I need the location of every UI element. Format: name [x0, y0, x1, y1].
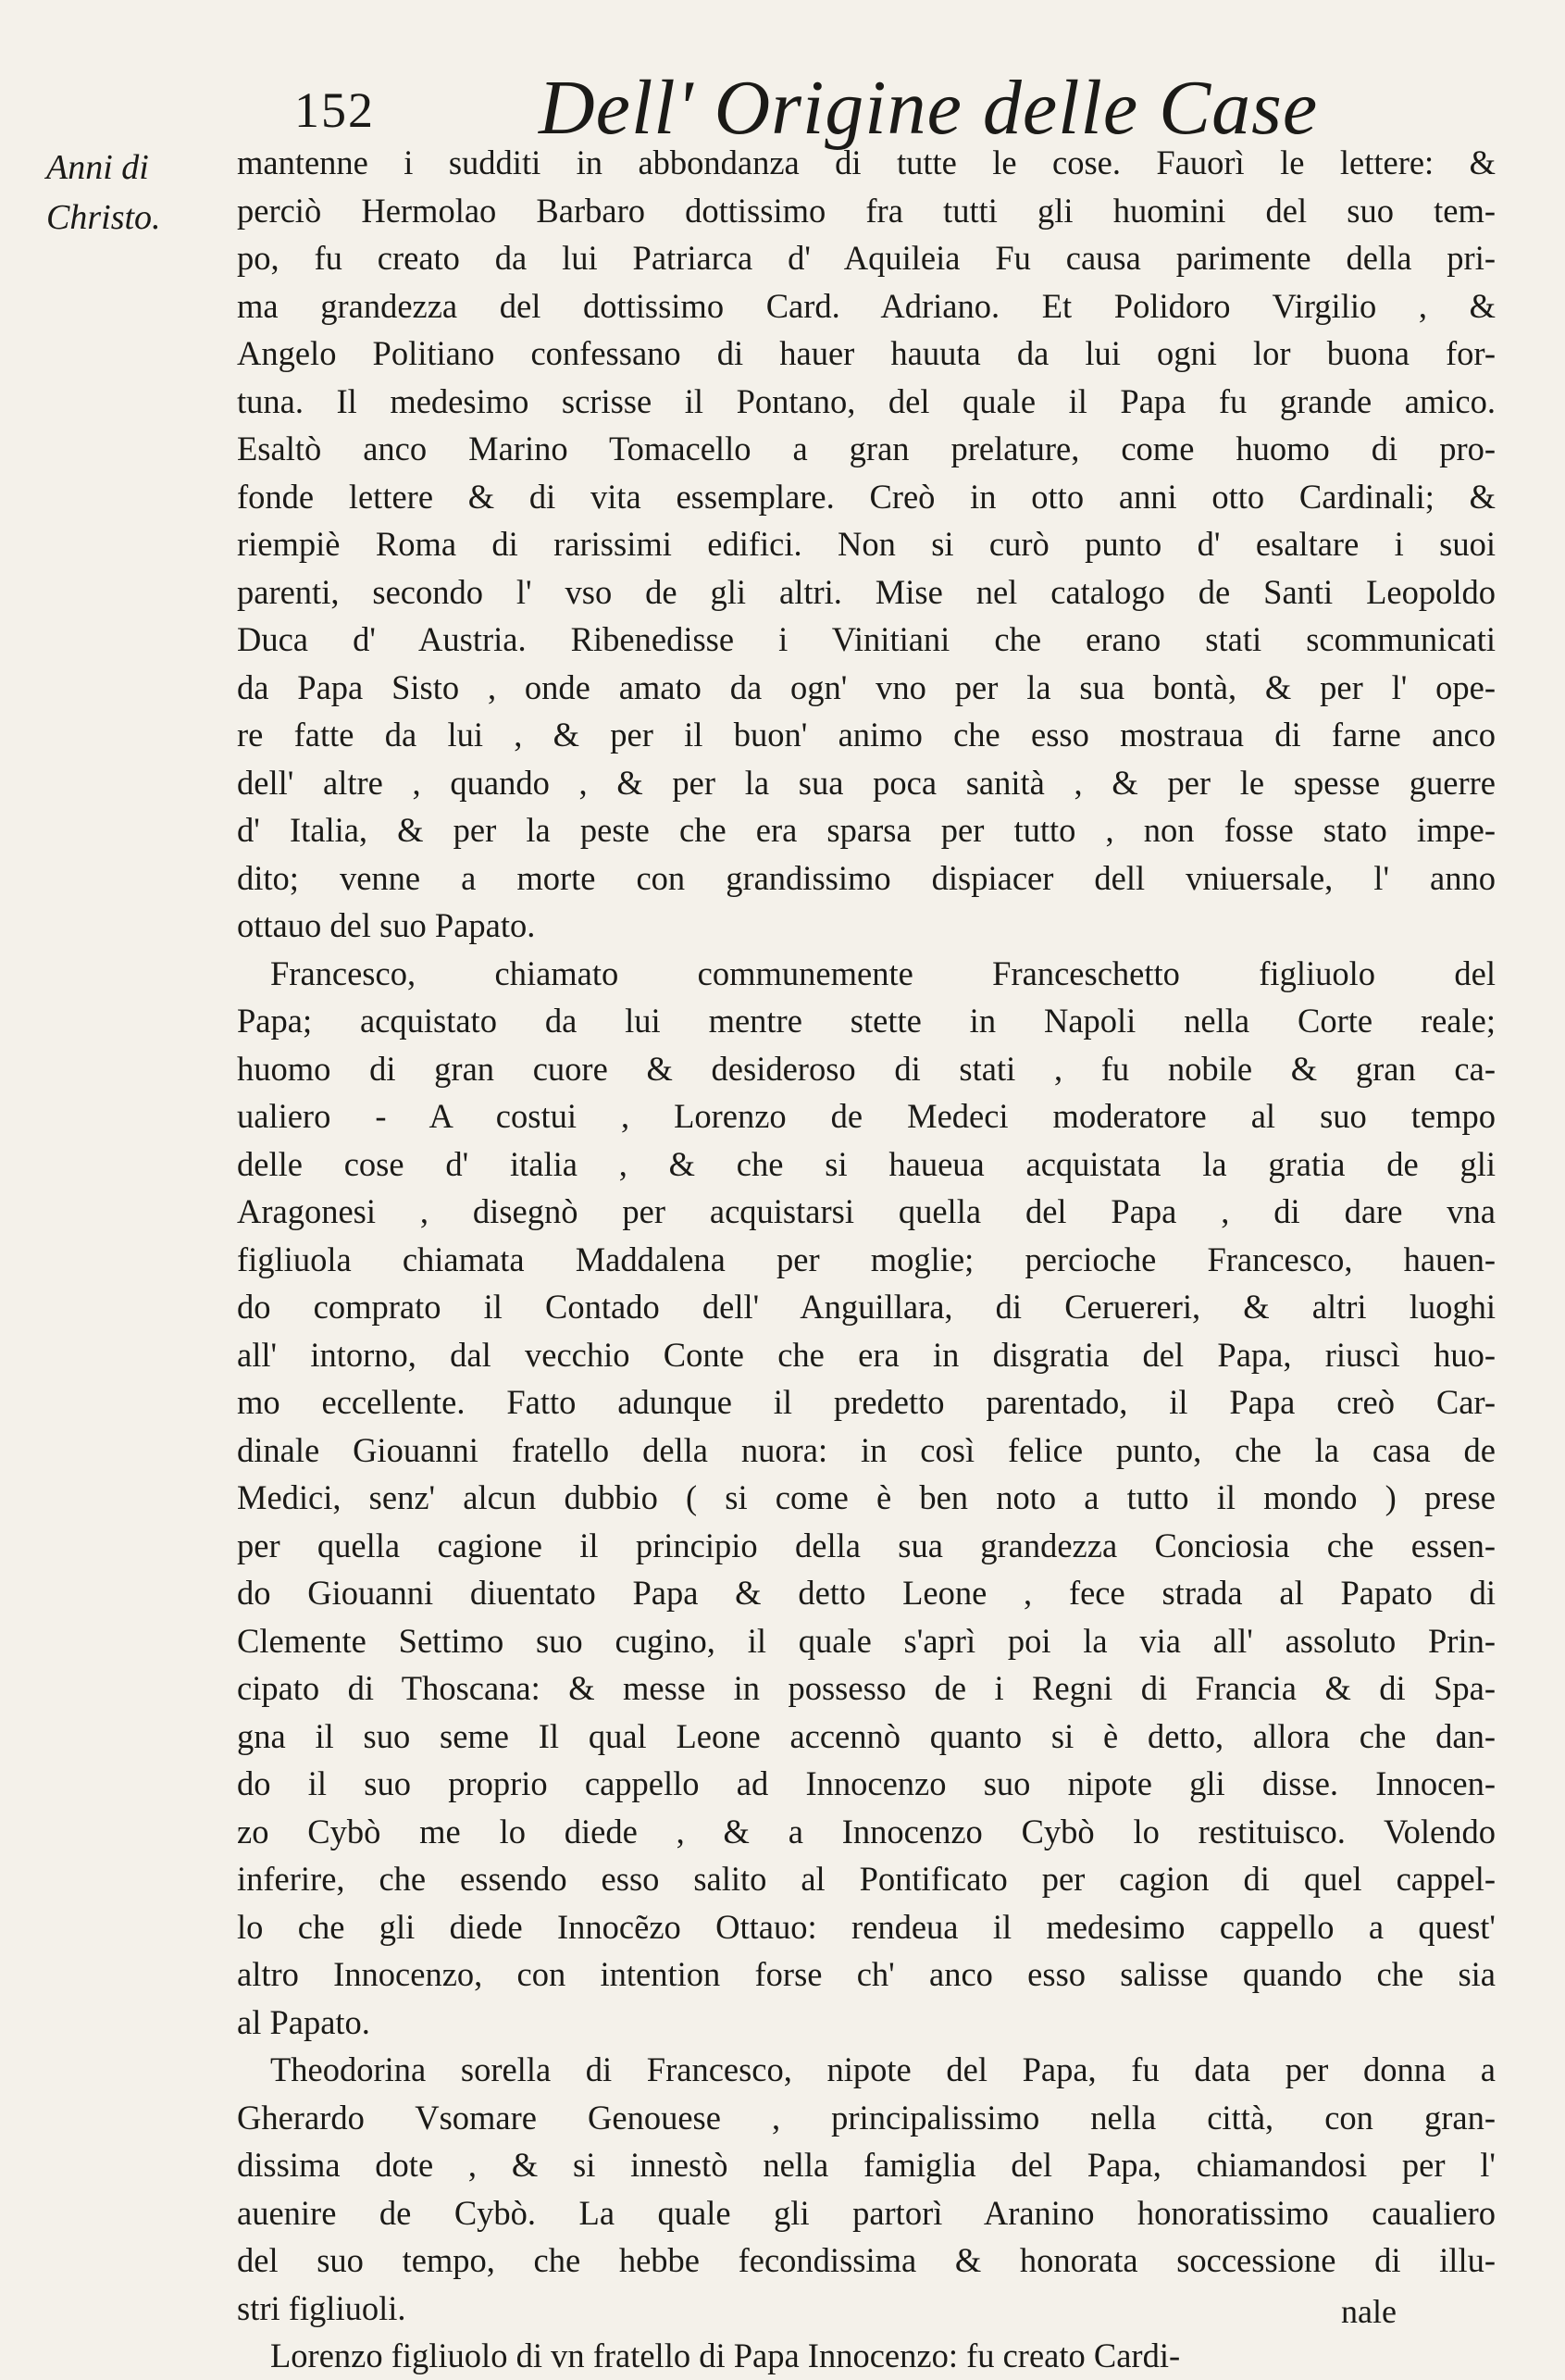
text-line: do Giouanni diuentato Papa & detto Leone , fece strada al Papato di — [237, 1574, 1496, 1612]
page-header — [0, 63, 1565, 151]
paragraph — [237, 950, 1496, 2047]
running-title: Dell' Origine delle Case — [539, 65, 1319, 151]
text-line: Francesco, chiamato communemente Franceschetto figliuolo del — [270, 953, 1496, 992]
text-line: mo eccellente. Fatto adunque il predetto parentado, il Papa creò Car- — [237, 1383, 1496, 1421]
text-line: Angelo Politiano confessano di hauer hauuta da lui ogni lor buona for- — [237, 334, 1496, 372]
text-line: Theodorina sorella di Francesco, nipote del Papa, fu data per donna a — [270, 2050, 1496, 2088]
text-line: Medici, senz' alcun dubbio ( si come è ben noto a tutto il mondo ) prese — [237, 1478, 1496, 1516]
text-line: ottauo del suo Papato. — [237, 906, 536, 944]
text-line: delle cose d' italia , & che si haueua acquistata la gratia de gli — [237, 1144, 1496, 1183]
text-line: perciò Hermolao Barbaro dottissimo fra tutti gli huomini del suo tem- — [237, 191, 1496, 230]
text-line: da Papa Sisto , onde amato da ogn' vno per la sua bontà, & per l' ope- — [237, 667, 1496, 706]
text-line: d' Italia, & per la peste che era sparsa per tutto , non fosse stato impe- — [237, 811, 1496, 849]
text-line: del suo tempo, che hebbe fecondissima & honorata soccessione di illu- — [237, 2241, 1496, 2279]
text-line: Aragonesi , disegnò per acquistarsi quella del Papa , di dare vna — [237, 1192, 1496, 1230]
text-line: cipato di Thoscana: & messe in possesso de i Regni di Francia & di Spa- — [237, 1669, 1496, 1707]
text-line: dissima dote , & si innestò nella famiglia del Papa, chiamandosi per l' — [237, 2146, 1496, 2184]
margin-note-line: Anni di — [46, 148, 149, 187]
text-line: dito; venne a morte con grandissimo dispiacer dell vniuersale, l' anno — [237, 858, 1496, 897]
text-line: po, fu creato da lui Patriarca d' Aquileia Fu causa parimente della pri- — [237, 239, 1496, 277]
text-line: dinale Giouanni fratello della nuora: in così felice punto, che la casa de — [237, 1430, 1496, 1469]
text-line: huomo di gran cuore & desideroso di stati , fu nobile & gran ca- — [237, 1049, 1496, 1088]
text-line: Gherardo Vsomare Genouese , principalissimo nella città, con gran- — [237, 2098, 1496, 2137]
catchword: nale — [1341, 2293, 1397, 2330]
text-line: do comprato il Contado dell' Anguillara, di Ceruereri, & altri luoghi — [237, 1288, 1496, 1326]
text-line: figliuola chiamata Maddalena per moglie; percioche Francesco, hauen- — [237, 1240, 1496, 1278]
margin-note-line: Christo. — [46, 198, 161, 237]
text-line: riempiè Roma di rarissimi edifici. Non si curò punto d' esaltare i suoi — [237, 525, 1496, 563]
text-line: Papa; acquistato da lui mentre stette in Napoli nella Corte reale; — [237, 1002, 1496, 1040]
paragraph — [237, 2046, 1496, 2332]
text-line: zo Cybò me lo diede , & a Innocenzo Cybò lo restituisco. Volendo — [237, 1812, 1496, 1850]
text-line: auenire de Cybò. La quale gli partorì Aranino honoratissimo caualiero — [237, 2193, 1496, 2232]
text-line: stri figliuoli. — [237, 2288, 406, 2327]
text-line: Lorenzo figliuolo di vn fratello di Papa Innocenzo: fu creato Cardi- — [270, 2336, 1181, 2374]
text-line: tuna. Il medesimo scrisse il Pontano, del quale il Papa fu grande amico. — [237, 381, 1496, 420]
margin-note — [46, 143, 241, 243]
text-line: Duca d' Austria. Ribenedisse i Vinitiani che erano stati scommunicati — [237, 620, 1496, 658]
text-line: per quella cagione il principio della sua grandezza Conciosia che essen- — [237, 1526, 1496, 1564]
text-line: gna il suo seme Il qual Leone accennò quanto si è detto, allora che dan- — [237, 1716, 1496, 1755]
text-line: dell' altre , quando , & per la sua poca sanità , & per le spesse guerre — [237, 763, 1496, 802]
text-line: re fatte da lui , & per il buon' animo che esso mostraua di farne anco — [237, 716, 1496, 754]
text-line: inferire, che essendo esso salito al Pontificato per cagion di quel cappel- — [237, 1860, 1496, 1898]
text-line: ma grandezza del dottissimo Card. Adriano. Et Polidoro Virgilio , & — [237, 286, 1496, 325]
text-line: all' intorno, dal vecchio Conte che era in disgratia del Papa, riuscì huo- — [237, 1335, 1496, 1374]
text-line: ualiero - A costui , Lorenzo de Medeci moderatore al suo tempo — [237, 1097, 1496, 1135]
text-line: Esaltò anco Marino Tomacello a gran prelature, come huomo di pro- — [237, 430, 1496, 467]
text-line: mantenne i sudditi in abbondanza di tutte le cose. Fauorì le lettere: & — [237, 143, 1496, 181]
text-line: do il suo proprio cappello ad Innocenzo suo nipote gli disse. Innocen- — [237, 1764, 1496, 1802]
text-line: Clemente Settimo suo cugino, il quale s'aprì poi la via all' assoluto Prin- — [237, 1621, 1496, 1660]
body-text — [237, 139, 1496, 2380]
text-line: fonde lettere & di vita essemplare. Creò in otto anni otto Cardinali; & — [237, 477, 1496, 516]
text-line: lo che gli diede Innocẽzo Ottauo: rendeua il medesimo cappello a quest' — [237, 1907, 1496, 1946]
paragraph — [237, 139, 1496, 950]
text-line: parenti, secondo l' vso de gli altri. Mise nel catalogo de Santi Leopoldo — [237, 572, 1496, 611]
text-line: al Papato. — [237, 2002, 370, 2041]
paragraph — [237, 2332, 1496, 2380]
page-number: 152 — [294, 82, 375, 138]
text-line: altro Innocenzo, con intention forse ch' anco esso salisse quando che sia — [237, 1955, 1496, 1993]
